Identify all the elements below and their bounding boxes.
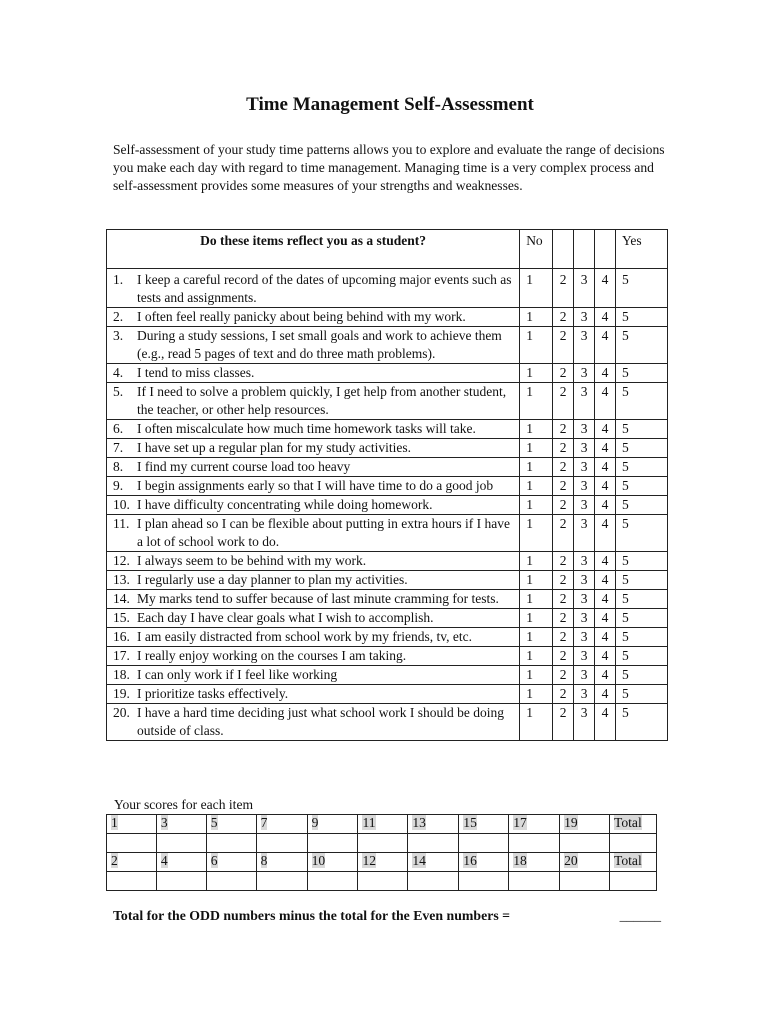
rating-3-option[interactable]: 3	[574, 628, 595, 647]
rating-2-option[interactable]: 2	[553, 515, 574, 552]
score-header-cell	[560, 815, 610, 834]
score-entry-cell[interactable]	[408, 834, 459, 853]
item-cell	[107, 420, 520, 439]
item-cell	[107, 308, 520, 327]
rating-1-option[interactable]: 1	[520, 647, 553, 666]
score-header-cell	[156, 815, 206, 834]
survey-body	[107, 230, 668, 741]
item-cell	[107, 666, 520, 685]
item-number: 10.	[113, 497, 130, 512]
blank-header	[574, 230, 595, 269]
rating-4-option[interactable]: 4	[595, 439, 616, 458]
score-entry-cell[interactable]	[358, 834, 408, 853]
rating-3-option[interactable]: 3	[574, 308, 595, 327]
score-header-cell	[610, 853, 657, 872]
rating-3-option[interactable]: 3	[574, 383, 595, 420]
item-cell	[107, 496, 520, 515]
score-header-cell	[206, 853, 256, 872]
score-header-cell	[459, 815, 509, 834]
item-text: During a study sessions, I set small goals and work to achieve them (e.g., read 5 pages of text and do three math problems).	[137, 328, 502, 361]
page-title: Time Management Self-Assessment	[246, 94, 534, 115]
rating-4-option[interactable]: 4	[595, 477, 616, 496]
item-number: 12.	[113, 553, 130, 568]
item-text: I have set up a regular plan for my study activities.	[137, 440, 412, 455]
score-item-number: 4	[160, 853, 168, 868]
rating-2-option[interactable]: 2	[553, 364, 574, 383]
survey-row	[107, 439, 668, 458]
item-cell	[107, 685, 520, 704]
score-header-cell	[358, 815, 408, 834]
rating-5-option[interactable]: 5	[616, 458, 668, 477]
item-number: 14.	[113, 591, 130, 606]
rating-4-option[interactable]: 4	[595, 571, 616, 590]
item-number: 11.	[113, 516, 130, 531]
score-item-number: 8	[260, 853, 268, 868]
item-number: 15.	[113, 610, 130, 625]
score-header-cell	[307, 815, 358, 834]
rating-3-option[interactable]: 3	[574, 685, 595, 704]
item-text: I begin assignments early so that I will have time to do a good job	[137, 478, 494, 493]
score-entry-row	[107, 834, 657, 853]
rating-2-option[interactable]: 2	[553, 704, 574, 741]
survey-row	[107, 571, 668, 590]
survey-row	[107, 704, 668, 741]
rating-2-option[interactable]: 2	[553, 647, 574, 666]
score-header-cell	[107, 815, 157, 834]
item-cell	[107, 515, 520, 552]
rating-5-option[interactable]: 5	[616, 420, 668, 439]
item-cell	[107, 458, 520, 477]
survey-row	[107, 458, 668, 477]
rating-5-option[interactable]: 5	[616, 515, 668, 552]
rating-3-option[interactable]: 3	[574, 420, 595, 439]
score-header-cell	[509, 815, 560, 834]
rating-1-option[interactable]: 1	[520, 552, 553, 571]
score-entry-cell[interactable]	[408, 872, 459, 891]
rating-4-option[interactable]: 4	[595, 609, 616, 628]
rating-4-option[interactable]: 4	[595, 666, 616, 685]
item-text: I have a hard time deciding just what school work I should be doing outside of class.	[137, 705, 505, 738]
rating-5-option[interactable]: 5	[616, 609, 668, 628]
rating-5-option[interactable]: 5	[616, 269, 668, 308]
score-header-cell	[358, 853, 408, 872]
rating-3-option[interactable]: 3	[574, 571, 595, 590]
rating-5-option[interactable]: 5	[616, 685, 668, 704]
rating-5-option[interactable]: 5	[616, 439, 668, 458]
score-header-cell	[107, 853, 157, 872]
score-item-number: 12	[362, 853, 377, 868]
survey-row	[107, 666, 668, 685]
rating-1-option[interactable]: 1	[520, 571, 553, 590]
rating-2-option[interactable]: 2	[553, 327, 574, 364]
score-header-cell	[509, 853, 560, 872]
rating-1-option[interactable]: 1	[520, 477, 553, 496]
rating-2-option[interactable]: 2	[553, 590, 574, 609]
rating-4-option[interactable]: 4	[595, 552, 616, 571]
score-item-number: 5	[210, 815, 218, 830]
score-item-number: 7	[260, 815, 268, 830]
score-item-number: 20	[564, 853, 578, 868]
survey-header-row	[107, 230, 668, 269]
item-cell	[107, 571, 520, 590]
item-cell	[107, 269, 520, 308]
rating-5-option[interactable]: 5	[616, 327, 668, 364]
item-cell	[107, 609, 520, 628]
rating-3-option[interactable]: 3	[574, 496, 595, 515]
scores-table	[106, 814, 657, 891]
rating-4-option[interactable]: 4	[595, 364, 616, 383]
score-item-number: 18	[513, 853, 527, 868]
score-item-number: Total	[614, 815, 642, 830]
rating-3-option[interactable]: 3	[574, 666, 595, 685]
score-entry-cell[interactable]	[307, 834, 358, 853]
item-cell	[107, 647, 520, 666]
rating-4-option[interactable]: 4	[595, 628, 616, 647]
score-entry-cell[interactable]	[206, 872, 256, 891]
rating-2-option[interactable]: 2	[553, 571, 574, 590]
item-cell	[107, 439, 520, 458]
item-text: I always seem to be behind with my work.	[137, 553, 367, 568]
rating-5-option[interactable]: 5	[616, 364, 668, 383]
rating-2-option[interactable]: 2	[553, 477, 574, 496]
rating-3-option[interactable]: 3	[574, 477, 595, 496]
score-entry-cell[interactable]	[560, 872, 610, 891]
survey-table	[106, 229, 668, 741]
score-entry-cell[interactable]	[156, 872, 206, 891]
score-item-number: 13	[412, 815, 426, 830]
rating-2-option[interactable]: 2	[553, 308, 574, 327]
score-item-number: 16	[463, 853, 477, 868]
rating-4-option[interactable]: 4	[595, 327, 616, 364]
rating-2-option[interactable]: 2	[553, 609, 574, 628]
rating-4-option[interactable]: 4	[595, 458, 616, 477]
item-cell	[107, 327, 520, 364]
item-cell	[107, 477, 520, 496]
rating-3-option[interactable]: 3	[574, 704, 595, 741]
item-text: If I need to solve a problem quickly, I get help from another student, the teacher, or other help resources.	[137, 384, 507, 417]
score-entry-cell[interactable]	[156, 834, 206, 853]
item-number: 19.	[113, 686, 130, 701]
rating-1-option[interactable]: 1	[520, 420, 553, 439]
score-entry-cell[interactable]	[459, 872, 509, 891]
yes-header: Yes	[616, 230, 668, 269]
item-number: 9.	[113, 478, 124, 493]
score-item-number: 6	[210, 853, 218, 868]
rating-4-option[interactable]: 4	[595, 704, 616, 741]
rating-2-option[interactable]: 2	[553, 552, 574, 571]
score-entry-cell[interactable]	[560, 834, 610, 853]
item-cell	[107, 590, 520, 609]
rating-3-option[interactable]: 3	[574, 269, 595, 308]
score-header-cell	[560, 853, 610, 872]
rating-1-option[interactable]: 1	[520, 704, 553, 741]
rating-4-option[interactable]: 4	[595, 590, 616, 609]
score-entry-cell[interactable]	[107, 872, 157, 891]
item-number: 5.	[113, 384, 124, 399]
item-number: 2.	[113, 309, 124, 324]
rating-1-option[interactable]: 1	[520, 515, 553, 552]
survey-row	[107, 685, 668, 704]
score-item-number: 14	[412, 853, 426, 868]
rating-4-option[interactable]: 4	[595, 269, 616, 308]
survey-row	[107, 383, 668, 420]
score-entry-cell[interactable]	[358, 872, 408, 891]
item-text: I am easily distracted from school work by my friends, tv, etc.	[137, 629, 473, 644]
survey-row	[107, 515, 668, 552]
rating-4-option[interactable]: 4	[595, 420, 616, 439]
survey-row	[107, 308, 668, 327]
rating-1-option[interactable]: 1	[520, 666, 553, 685]
rating-4-option[interactable]: 4	[595, 308, 616, 327]
item-text: I keep a careful record of the dates of upcoming major events such as tests and assignments.	[137, 272, 512, 305]
item-number: 7.	[113, 440, 124, 455]
score-item-number: 19	[564, 815, 578, 830]
no-header: No	[520, 230, 553, 269]
item-number: 20.	[113, 705, 130, 720]
score-entry-cell[interactable]	[610, 834, 657, 853]
score-header-cell	[408, 853, 459, 872]
score-entry-cell[interactable]	[459, 834, 509, 853]
score-header-cell	[307, 853, 358, 872]
rating-3-option[interactable]: 3	[574, 364, 595, 383]
item-number: 8.	[113, 459, 124, 474]
rating-3-option[interactable]: 3	[574, 647, 595, 666]
item-text: I find my current course load too heavy	[137, 459, 351, 474]
blank-header	[595, 230, 616, 269]
rating-3-option[interactable]: 3	[574, 609, 595, 628]
rating-5-option[interactable]: 5	[616, 647, 668, 666]
rating-2-option[interactable]: 2	[553, 383, 574, 420]
rating-3-option[interactable]: 3	[574, 552, 595, 571]
score-item-number: 17	[513, 815, 527, 830]
item-text: Each day I have clear goals what I wish to accomplish.	[137, 610, 434, 625]
rating-2-option[interactable]: 2	[553, 458, 574, 477]
rating-1-option[interactable]: 1	[520, 269, 553, 308]
score-header-cell	[610, 815, 657, 834]
survey-row	[107, 590, 668, 609]
scores-label: Your scores for each item	[114, 797, 254, 812]
rating-5-option[interactable]: 5	[616, 571, 668, 590]
blank-header	[553, 230, 574, 269]
rating-2-option[interactable]: 2	[553, 496, 574, 515]
score-entry-cell[interactable]	[256, 834, 307, 853]
score-entry-cell[interactable]	[256, 872, 307, 891]
item-number: 6.	[113, 421, 124, 436]
score-header-cell	[156, 853, 206, 872]
score-item-number: 3	[160, 815, 168, 830]
rating-1-option[interactable]: 1	[520, 439, 553, 458]
total-line	[113, 908, 661, 924]
item-text: I plan ahead so I can be flexible about putting in extra hours if I have a lot of school work to do.	[137, 516, 510, 549]
rating-3-option[interactable]: 3	[574, 327, 595, 364]
rating-1-option[interactable]: 1	[520, 383, 553, 420]
score-item-number: 9	[311, 815, 319, 830]
item-text: I often feel really panicky about being behind with my work.	[137, 309, 466, 324]
rating-2-option[interactable]: 2	[553, 685, 574, 704]
item-text: I really enjoy working on the courses I am taking.	[137, 648, 407, 663]
rating-1-option[interactable]: 1	[520, 458, 553, 477]
rating-2-option[interactable]: 2	[553, 439, 574, 458]
survey-row	[107, 647, 668, 666]
survey-row	[107, 269, 668, 308]
survey-row	[107, 552, 668, 571]
item-number: 1.	[113, 272, 124, 287]
rating-3-option[interactable]: 3	[574, 590, 595, 609]
item-text: I have difficulty concentrating while doing homework.	[137, 497, 433, 512]
score-item-number: 1	[111, 815, 118, 830]
item-number: 13.	[113, 572, 130, 587]
rating-3-option[interactable]: 3	[574, 439, 595, 458]
rating-1-option[interactable]: 1	[520, 685, 553, 704]
odd-items-header-row	[107, 815, 657, 834]
item-text: My marks tend to suffer because of last minute cramming for tests.	[137, 591, 499, 606]
rating-5-option[interactable]: 5	[616, 383, 668, 420]
score-entry-cell[interactable]	[509, 834, 560, 853]
total-formula: Total for the ODD numbers minus the total for the Even numbers =	[113, 908, 510, 923]
item-number: 17.	[113, 648, 130, 663]
rating-4-option[interactable]: 4	[595, 647, 616, 666]
rating-1-option[interactable]: 1	[520, 308, 553, 327]
rating-5-option[interactable]: 5	[616, 308, 668, 327]
survey-row	[107, 628, 668, 647]
survey-row	[107, 420, 668, 439]
rating-5-option[interactable]: 5	[616, 496, 668, 515]
item-cell	[107, 704, 520, 741]
rating-2-option[interactable]: 2	[553, 628, 574, 647]
rating-2-option[interactable]: 2	[553, 269, 574, 308]
rating-4-option[interactable]: 4	[595, 685, 616, 704]
rating-5-option[interactable]: 5	[616, 552, 668, 571]
item-number: 16.	[113, 629, 130, 644]
rating-1-option[interactable]: 1	[520, 628, 553, 647]
rating-5-option[interactable]: 5	[616, 704, 668, 741]
score-header-cell	[206, 815, 256, 834]
score-entry-cell[interactable]	[610, 872, 657, 891]
scores-body	[107, 815, 657, 891]
score-header-cell	[256, 815, 307, 834]
item-text: I tend to miss classes.	[137, 365, 255, 380]
score-entry-cell[interactable]	[107, 834, 157, 853]
item-text: I regularly use a day planner to plan my activities.	[137, 572, 408, 587]
score-item-number: 2	[111, 853, 118, 868]
score-entry-cell[interactable]	[509, 872, 560, 891]
score-entry-cell[interactable]	[206, 834, 256, 853]
score-item-number: 15	[463, 815, 477, 830]
score-entry-row	[107, 872, 657, 891]
rating-4-option[interactable]: 4	[595, 383, 616, 420]
item-number: 3.	[113, 328, 124, 343]
score-entry-cell[interactable]	[307, 872, 358, 891]
survey-row	[107, 327, 668, 364]
item-text: I can only work if I feel like working	[137, 667, 338, 682]
rating-3-option[interactable]: 3	[574, 458, 595, 477]
score-header-cell	[408, 815, 459, 834]
rating-4-option[interactable]: 4	[595, 496, 616, 515]
item-number: 18.	[113, 667, 130, 682]
rating-5-option[interactable]: 5	[616, 477, 668, 496]
survey-row	[107, 477, 668, 496]
score-header-cell	[459, 853, 509, 872]
score-item-number: 10	[311, 853, 326, 868]
rating-2-option[interactable]: 2	[553, 420, 574, 439]
rating-3-option[interactable]: 3	[574, 515, 595, 552]
rating-1-option[interactable]: 1	[520, 590, 553, 609]
score-item-number: Total	[614, 853, 642, 868]
item-cell	[107, 364, 520, 383]
rating-5-option[interactable]: 5	[616, 628, 668, 647]
total-blank: ______	[619, 908, 661, 923]
rating-2-option[interactable]: 2	[553, 666, 574, 685]
survey-row	[107, 496, 668, 515]
item-text: I often miscalculate how much time homework tasks will take.	[137, 421, 476, 436]
rating-4-option[interactable]: 4	[595, 515, 616, 552]
item-cell	[107, 383, 520, 420]
item-text: I prioritize tasks effectively.	[137, 686, 289, 701]
survey-row	[107, 609, 668, 628]
item-number: 4.	[113, 365, 124, 380]
rating-1-option[interactable]: 1	[520, 327, 553, 364]
intro-paragraph: Self-assessment of your study time patterns allows you to explore and evaluate the range of decisions you make each day with regard to time management. Managing time is a very complex process and self-assessment provides some measures of your strengths and weaknesses.	[113, 142, 665, 193]
rating-5-option[interactable]: 5	[616, 666, 668, 685]
survey-row	[107, 364, 668, 383]
rating-1-option[interactable]: 1	[520, 609, 553, 628]
item-cell	[107, 552, 520, 571]
score-header-cell	[256, 853, 307, 872]
item-cell	[107, 628, 520, 647]
score-item-number: 11	[362, 815, 376, 830]
question-header: Do these items reflect you as a student?	[107, 230, 520, 269]
rating-1-option[interactable]: 1	[520, 496, 553, 515]
rating-1-option[interactable]: 1	[520, 364, 553, 383]
even-items-header-row	[107, 853, 657, 872]
rating-5-option[interactable]: 5	[616, 590, 668, 609]
